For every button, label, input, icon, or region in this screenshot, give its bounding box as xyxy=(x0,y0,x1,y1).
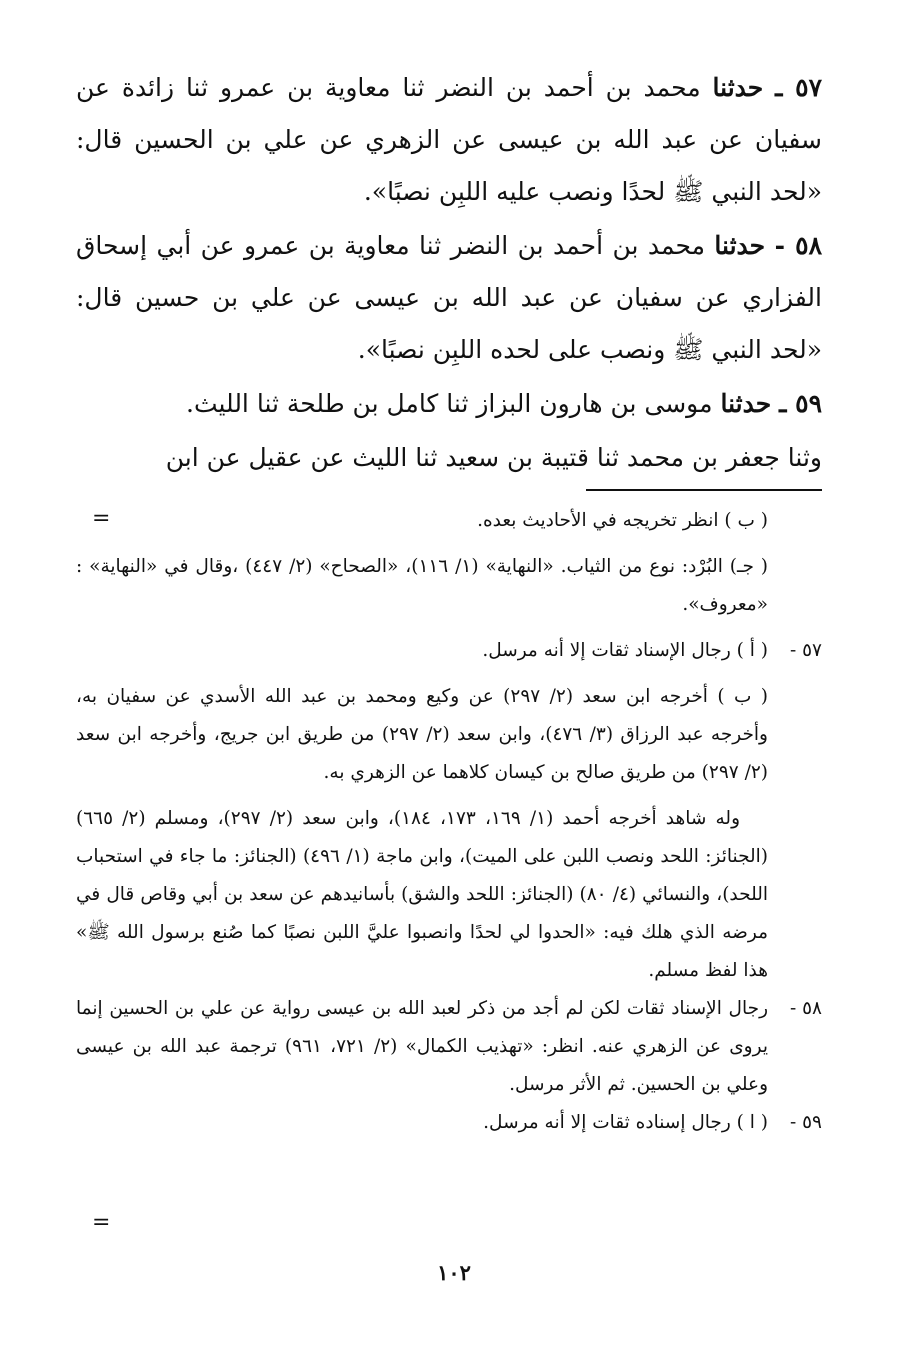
hadith-text: محمد بن أحمد بن النضر ثنا معاوية بن عمرو ثنا زائدة عن سفيان عن عبد الله بن عيسى عن الزهري عن علي بن الحسين قال: «لحد النبي ﷺ لحدًا ونصب عليه اللبِن نصبًا». xyxy=(76,73,822,206)
page-number: ١٠٢ xyxy=(437,1260,471,1285)
hadith-number: ٥٧ ـ xyxy=(775,73,822,102)
hadith-text: موسى بن هارون البزاز ثنا كامل بن طلحة ثنا الليث. xyxy=(186,389,713,418)
footnote-57-a xyxy=(76,632,822,670)
footnote-58 xyxy=(76,990,822,1104)
hadith-heading: حدثنا xyxy=(720,389,772,418)
hadith-number: ٥٩ ـ xyxy=(779,389,822,418)
hadith-heading: حدثنا xyxy=(714,231,766,260)
footnote-prev-j: ( جـ) البُرْد: نوع من الثياب. «النهاية» (١/ ١١٦)، «الصحاح» (٢/ ٤٤٧) ،وقال في «النهاية» : «معروف». xyxy=(76,556,768,615)
footnote-text: ( ا ) رجال إسناده ثقات إلا أنه مرسل. xyxy=(483,1112,768,1133)
footnote-number: ٥٧ - xyxy=(789,640,822,661)
continuation-mark: = xyxy=(92,506,111,531)
hadith-59 xyxy=(76,378,822,430)
hadith-text: وثنا جعفر بن محمد ثنا قتيبة بن سعيد ثنا الليث عن عقيل عن ابن xyxy=(165,443,822,472)
hadith-59-continued xyxy=(76,432,822,484)
footnote-separator xyxy=(586,489,822,491)
hadith-57 xyxy=(76,62,822,218)
footnote-57-b: ( ب ) أخرجه ابن سعد (٢/ ٢٩٧) عن وكيع ومحمد بن عبد الله الأسدي عن سفيان به، وأخرجه عبد الرزاق (٣/ ٤٧٦)، وابن سعد (٢/ ٢٩٧) من طريق ابن جريج، وأخرجه ابن سعد (٢/ ٢٩٧) من طريق صالح بن كيسان كلاهما عن الزهري به. xyxy=(76,686,768,783)
hadith-text: محمد بن أحمد بن النضر ثنا معاوية بن عمرو عن أبي إسحاق الفزاري عن سفيان عن عبد الله بن عيسى عن علي بن حسين قال: «لحد النبي ﷺ ونصب على لحده اللبِن نصبًا». xyxy=(76,231,822,364)
footnote-number: ٥٨ - xyxy=(789,998,822,1019)
hadith-number: ٥٨ - xyxy=(774,231,822,260)
footnote-text: ( أ ) رجال الإسناد ثقات إلا أنه مرسل. xyxy=(482,640,768,661)
main-text xyxy=(76,62,822,486)
footnotes xyxy=(76,502,822,1142)
footnote-prev-b: ( ب ) انظر تخريجه في الأحاديث بعده. xyxy=(477,510,768,531)
footnote-number: ٥٩ - xyxy=(789,1112,822,1133)
footnote-text: رجال الإسناد ثقات لكن لم أجد من ذكر لعبد الله بن عيسى رواية عن علي بن الحسين إنما يروى عن الزهري عنه. انظر: «تهذيب الكمال» (٢/ ٧٢١، ٩٦١) ترجمة عبد الله بن عيسى وعلي بن الحسين. ثم الأثر مرسل. xyxy=(76,998,768,1095)
continuation-mark: = xyxy=(92,1210,111,1235)
hadith-58 xyxy=(76,220,822,376)
footnote-59 xyxy=(76,1104,822,1142)
hadith-heading: حدثنا xyxy=(712,73,764,102)
footnote-57-c: وله شاهد أخرجه أحمد (١/ ١٦٩، ١٧٣، ١٨٤)، وابن سعد (٢/ ٢٩٧)، ومسلم (٢/ ٦٦٥) (الجنائز: اللحد ونصب اللبن على الميت)، وابن ماجة (١/ ٤٩٦) (الجنائز: ما جاء في استحباب اللحد)، والنسائي (٤/ ٨٠) (الجنائز: اللحد والشق) بأسانيدهم عن سعد بن أبي وقاص قال في مرضه الذي هلك فيه: «الحدوا لي لحدًا وانصبوا عليَّ اللبن نصبًا كما صُنع برسول الله ﷺ» هذا لفظ مسلم. xyxy=(76,808,769,981)
